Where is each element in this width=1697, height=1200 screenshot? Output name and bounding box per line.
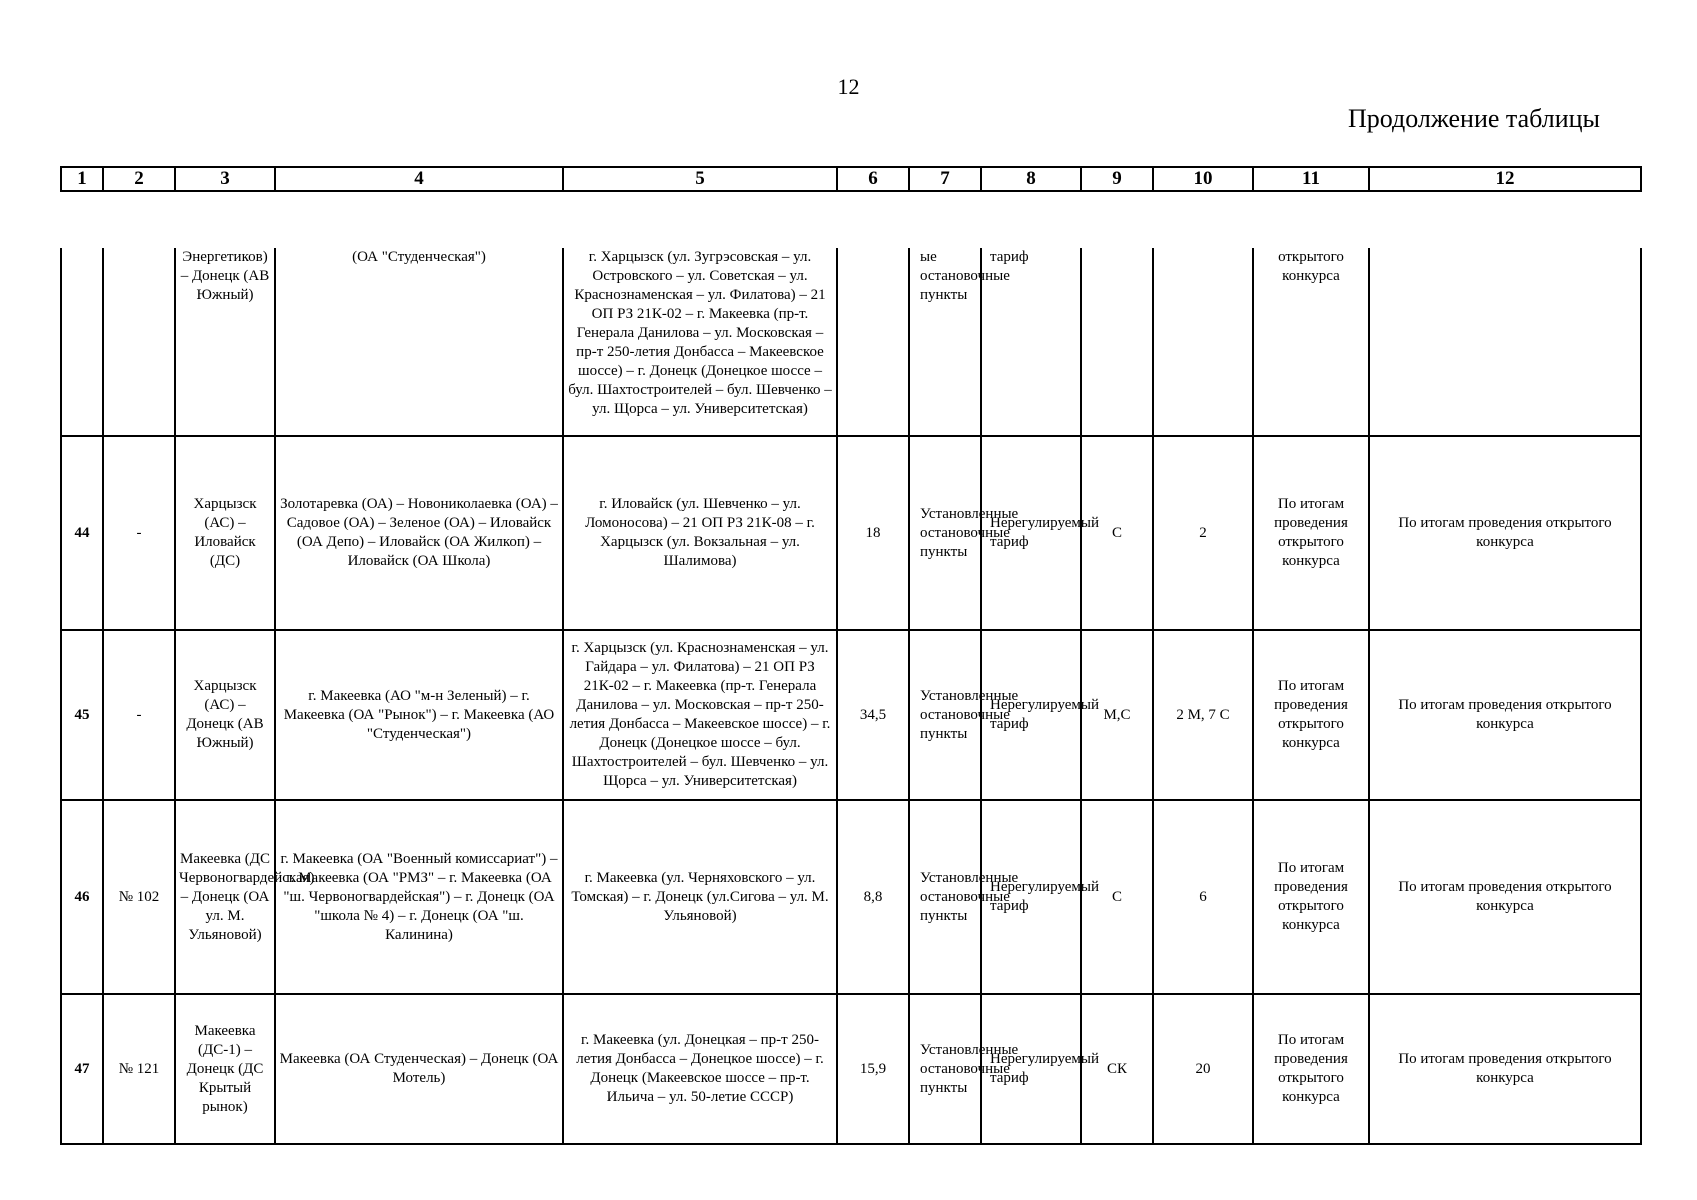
tariff-cell: Нерегулируемый тариф: [981, 436, 1081, 630]
route-number-cell: -: [103, 630, 175, 800]
header-cell: 2: [103, 167, 175, 191]
streets-cell: г. Иловайск (ул. Шевченко – ул. Ломоносова) – 21 ОП РЗ 21К-08 – г. Харцызск (ул. Вокзальная – ул. Шалимова): [563, 436, 837, 630]
row-number-cell: 46: [61, 800, 103, 994]
route-number-cell: № 102: [103, 800, 175, 994]
header-cell: 7: [909, 167, 981, 191]
length-cell: [837, 248, 909, 436]
row-number-cell: 44: [61, 436, 103, 630]
start-date-cell: По итогам проведения открытого конкурса: [1253, 994, 1369, 1144]
table-row: [61, 436, 1641, 630]
stops-cell: г. Макеевка (ОА "Военный комиссариат") – г. Макеевка (ОА "РМЗ" – г. Макеевка (ОА "ш. Червоногвардейская") – г. Донецк (ОА "школа № 4) – г. Донецк (ОА "ш. Калинина): [275, 800, 563, 994]
stops-cell: Макеевка (ОА Студенческая) – Донецк (ОА Мотель): [275, 994, 563, 1144]
route-number-cell: -: [103, 436, 175, 630]
tariff-cell: тариф: [981, 248, 1081, 436]
start-date-cell: По итогам проведения открытого конкурса: [1253, 630, 1369, 800]
header-cell: 5: [563, 167, 837, 191]
start-date-cell: По итогам проведения открытого конкурса: [1253, 436, 1369, 630]
header-cell: 6: [837, 167, 909, 191]
header-cell: 4: [275, 167, 563, 191]
page-number: 12: [837, 74, 860, 99]
vehicle-count-cell: 2 М, 7 С: [1153, 630, 1253, 800]
continuation-title: Продолжение таблицы: [1348, 104, 1600, 133]
stop-order-cell: Установленные остановочные пункты: [909, 800, 981, 994]
table-row: [61, 248, 1641, 436]
endpoints-cell: Харцызск (АС) – Иловайск (ДС): [175, 436, 275, 630]
streets-cell: г. Макеевка (ул. Донецкая – пр-т 250-летия Донбасса – Донецкое шоссе) – г. Донецк (Макеевское шоссе – пр-т. Ильича – ул. 50-летие СССР): [563, 994, 837, 1144]
header-cell: 1: [61, 167, 103, 191]
carrier-cell: По итогам проведения открытого конкурса: [1369, 800, 1641, 994]
vehicle-class-cell: М,С: [1081, 630, 1153, 800]
endpoints-cell: Харцызск (АС) – Донецк (АВ Южный): [175, 630, 275, 800]
carrier-cell: [1369, 248, 1641, 436]
endpoints-cell: Макеевка (ДС Червоногвардейская) – Донецк (ОА ул. М. Ульяновой): [175, 800, 275, 994]
row-number-cell: 47: [61, 994, 103, 1144]
stop-order-cell: Установленные остановочные пункты: [909, 436, 981, 630]
table-row: [61, 800, 1641, 994]
stop-order-cell: ые остановочные пункты: [909, 248, 981, 436]
route-number-cell: № 121: [103, 994, 175, 1144]
streets-cell: г. Харцызск (ул. Краснознаменская – ул. Гайдара – ул. Филатова) – 21 ОП РЗ 21К-02 – г. Макеевка (пр-т. Генерала Данилова – ул. Московская – пр-т 250-летия Донбасса – Макеевское шоссе) – г. Донецк (Донецкое шоссе – бул. Шахтостроителей – бул. Шевченко – ул. Щорса – ул. Университетская): [563, 630, 837, 800]
header-cell: 10: [1153, 167, 1253, 191]
stops-cell: Золотаревка (ОА) – Новониколаевка (ОА) – Садовое (ОА) – Зеленое (ОА) – Иловайск (ОА Депо) – Иловайск (ОА Жилкоп) – Иловайск (ОА Школа): [275, 436, 563, 630]
vehicle-count-cell: 2: [1153, 436, 1253, 630]
stop-order-cell: Установленные остановочные пункты: [909, 994, 981, 1144]
endpoints-cell: Энергетиков) – Донецк (АВ Южный): [175, 248, 275, 436]
tariff-cell: Нерегулируемый тариф: [981, 800, 1081, 994]
header-row: [61, 167, 1641, 191]
header-cell: 12: [1369, 167, 1641, 191]
vehicle-class-cell: [1081, 248, 1153, 436]
endpoints-cell: Макеевка (ДС-1) – Донецк (ДС Крытый рынок): [175, 994, 275, 1144]
header-cell: 3: [175, 167, 275, 191]
carrier-cell: По итогам проведения открытого конкурса: [1369, 630, 1641, 800]
vehicle-class-cell: С: [1081, 800, 1153, 994]
length-cell: 34,5: [837, 630, 909, 800]
streets-cell: г. Макеевка (ул. Черняховского – ул. Томская) – г. Донецк (ул.Сигова – ул. М. Ульяновой): [563, 800, 837, 994]
stops-cell: (ОА "Студенческая"): [275, 248, 563, 436]
vehicle-class-cell: С: [1081, 436, 1153, 630]
streets-cell: г. Харцызск (ул. Зугрэсовская – ул. Островского – ул. Советская – ул. Краснознаменская – ул. Филатова) – 21 ОП РЗ 21К-02 – г. Макеевка (пр-т. Генерала Данилова – ул. Московская – пр-т 250-летия Донбасса – Макеевское шоссе) – г. Донецк (Донецкое шоссе – бул. Шахтостроителей – бул. Шевченко – ул. Щорса – ул. Университетская): [563, 248, 837, 436]
tariff-cell: Нерегулируемый тариф: [981, 994, 1081, 1144]
vehicle-count-cell: 6: [1153, 800, 1253, 994]
vehicle-class-cell: СК: [1081, 994, 1153, 1144]
tariff-cell: Нерегулируемый тариф: [981, 630, 1081, 800]
header-cell: 8: [981, 167, 1081, 191]
route-number-cell: [103, 248, 175, 436]
start-date-cell: открытого конкурса: [1253, 248, 1369, 436]
vehicle-count-cell: 20: [1153, 994, 1253, 1144]
routes-table: [60, 248, 1642, 1145]
length-cell: 15,9: [837, 994, 909, 1144]
table-row: [61, 994, 1641, 1144]
stops-cell: г. Макеевка (АО "м-н Зеленый) – г. Макеевка (ОА "Рынок") – г. Макеевка (АО "Студенческая"): [275, 630, 563, 800]
column-number-header: [60, 166, 1642, 192]
carrier-cell: По итогам проведения открытого конкурса: [1369, 436, 1641, 630]
header-cell: 11: [1253, 167, 1369, 191]
carrier-cell: По итогам проведения открытого конкурса: [1369, 994, 1641, 1144]
row-number-cell: 45: [61, 630, 103, 800]
vehicle-count-cell: [1153, 248, 1253, 436]
length-cell: 18: [837, 436, 909, 630]
header-cell: 9: [1081, 167, 1153, 191]
start-date-cell: По итогам проведения открытого конкурса: [1253, 800, 1369, 994]
table-row: [61, 630, 1641, 800]
length-cell: 8,8: [837, 800, 909, 994]
row-number-cell: [61, 248, 103, 436]
stop-order-cell: Установленные остановочные пункты: [909, 630, 981, 800]
